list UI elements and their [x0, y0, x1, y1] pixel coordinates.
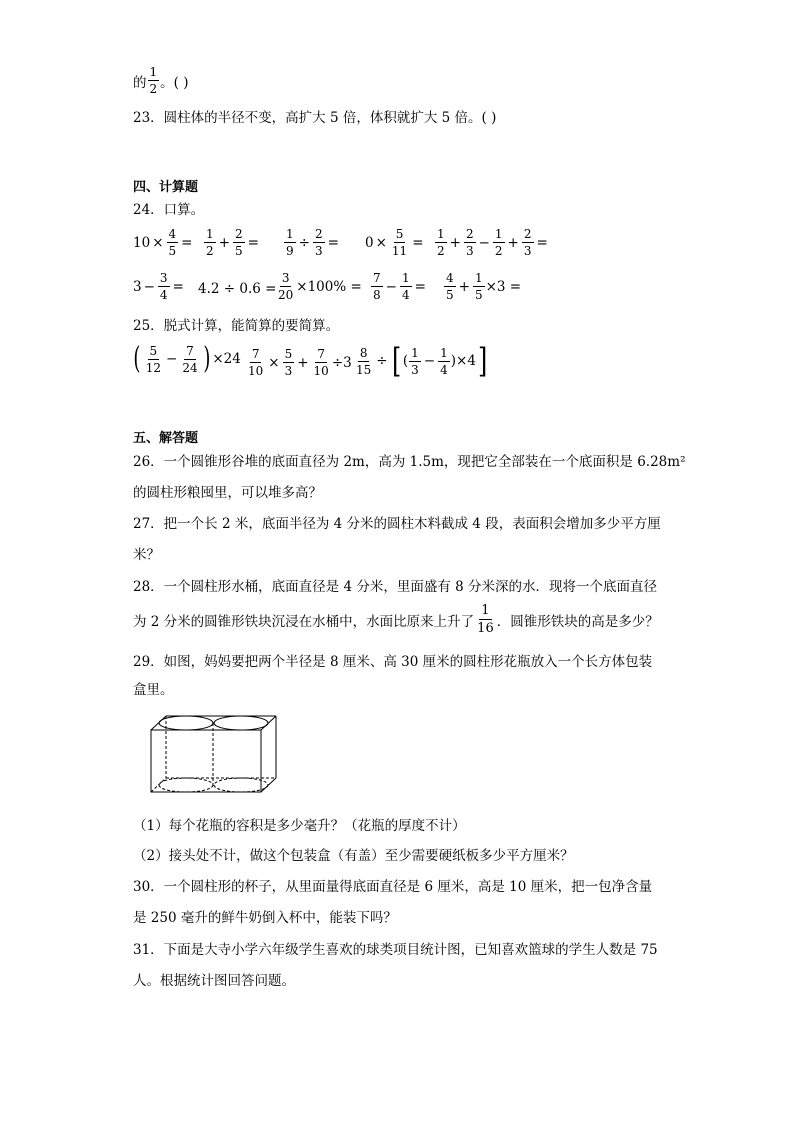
- oral-expr-1: 10 × $\frac{4}{5}$ =: [133, 227, 193, 258]
- answer-blank: 。( ): [160, 74, 189, 91]
- oral-expr-2: $\frac{1}{2}$ + $\frac{2}{5}$ =: [206, 227, 259, 258]
- q22-prefix: 的: [133, 74, 147, 91]
- calc-expr-2: $\frac{7}{10}$ × $\frac{5}{3}$ + $\frac{7}{10}$ ÷3: [248, 347, 352, 378]
- q30-line1: 30．一个圆柱形的杯子，从里面量得底面直径是 6 厘米，高是 10 厘米，把一包净含量: [133, 879, 653, 895]
- q28-line2: 为 2 分米的圆锥形铁块沉浸在水桶中，水面比原来上升了 $\frac{1}{16}$ ．圆锥形铁块的高是多少？: [133, 603, 659, 636]
- calc-expr-3: $\frac{8}{15}$ ÷ [ ( $\frac{1}{3}$ − $\frac{1}{4}$ ) ×4 ]: [356, 341, 488, 381]
- q29-sub1: （1）每个花瓶的容积是多少毫升？（花瓶的厚度不计）: [133, 818, 466, 834]
- box-with-vases-figure: [146, 712, 286, 796]
- q25-label: 25．脱式计算，能简算的要简算。: [133, 318, 340, 334]
- oral-expr-3: $\frac{1}{9}$ ÷ $\frac{2}{3}$ =: [286, 227, 339, 258]
- calc-expr-1: ( $\frac{5}{12}$ − $\frac{7}{24}$ ) ×24: [133, 341, 241, 376]
- q31-line1: 31．下面是大寺小学六年级学生喜欢的球类项目统计图，已知喜欢篮球的学生人数是 75: [133, 942, 658, 958]
- q29-line1: 29．如图，妈妈要把两个半径是 8 厘米、高 30 厘米的圆柱形花瓶放入一个长方体包装: [133, 654, 653, 670]
- q29-sub2: （2）接头处不计，做这个包装盒（有盖）至少需要硬纸板多少平方厘米？: [133, 848, 574, 864]
- q31-line2: 人。根据统计图回答问题。: [133, 973, 295, 989]
- section-title-solve: 五、解答题: [133, 431, 199, 446]
- q27-line2: 米？: [133, 547, 160, 563]
- q27-line1: 27．把一个长 2 米，底面半径为 4 分米的圆柱木料截成 4 段，表面积会增加多少平方厘: [133, 516, 661, 532]
- oral-expr-9: $\frac{7}{8}$ − $\frac{1}{4}$ =: [373, 271, 426, 302]
- oral-expr-6: 3 − $\frac{3}{4}$ =: [133, 271, 184, 302]
- q23-text: 23．圆柱体的半径不变，高扩大 5 倍，体积就扩大 5 倍。( ): [133, 110, 497, 126]
- section-title-calc: 四、计算题: [133, 180, 199, 195]
- oral-expr-4: 0 × $\frac{5}{11}$ =: [365, 227, 424, 258]
- fraction: $\frac{1}{2}$: [149, 65, 158, 96]
- q26-line1: 26．一个圆锥形谷堆的底面直径为 2m，高为 1.5m，现把它全部装在一个底面积是 6.28m²: [133, 454, 686, 470]
- q30-line2: 是 250 毫升的鲜牛奶倒入杯中，能装下吗？: [133, 910, 397, 926]
- q22-tail: [133, 66, 188, 95]
- oral-expr-7: 4.2 ÷ 0.6 =: [198, 281, 277, 297]
- oral-expr-8: $\frac{3}{20}$ ×100% =: [278, 271, 362, 302]
- q28-line1: 28．一个圆柱形水桶，底面直径是 4 分米，里面盛有 8 分米深的水．现将一个底面直径: [133, 579, 658, 595]
- q24-label: 24．口算。: [133, 202, 205, 218]
- oral-expr-10: $\frac{4}{5}$ + $\frac{1}{5}$ ×3 =: [446, 271, 522, 302]
- q26-line2: 的圆柱形粮囤里，可以堆多高？: [133, 485, 322, 501]
- oral-expr-5: $\frac{1}{2}$ + $\frac{2}{3}$ − $\frac{1}{2}$ + $\frac{2}{3}$ =: [437, 227, 548, 258]
- q29-line2: 盒里。: [133, 682, 174, 698]
